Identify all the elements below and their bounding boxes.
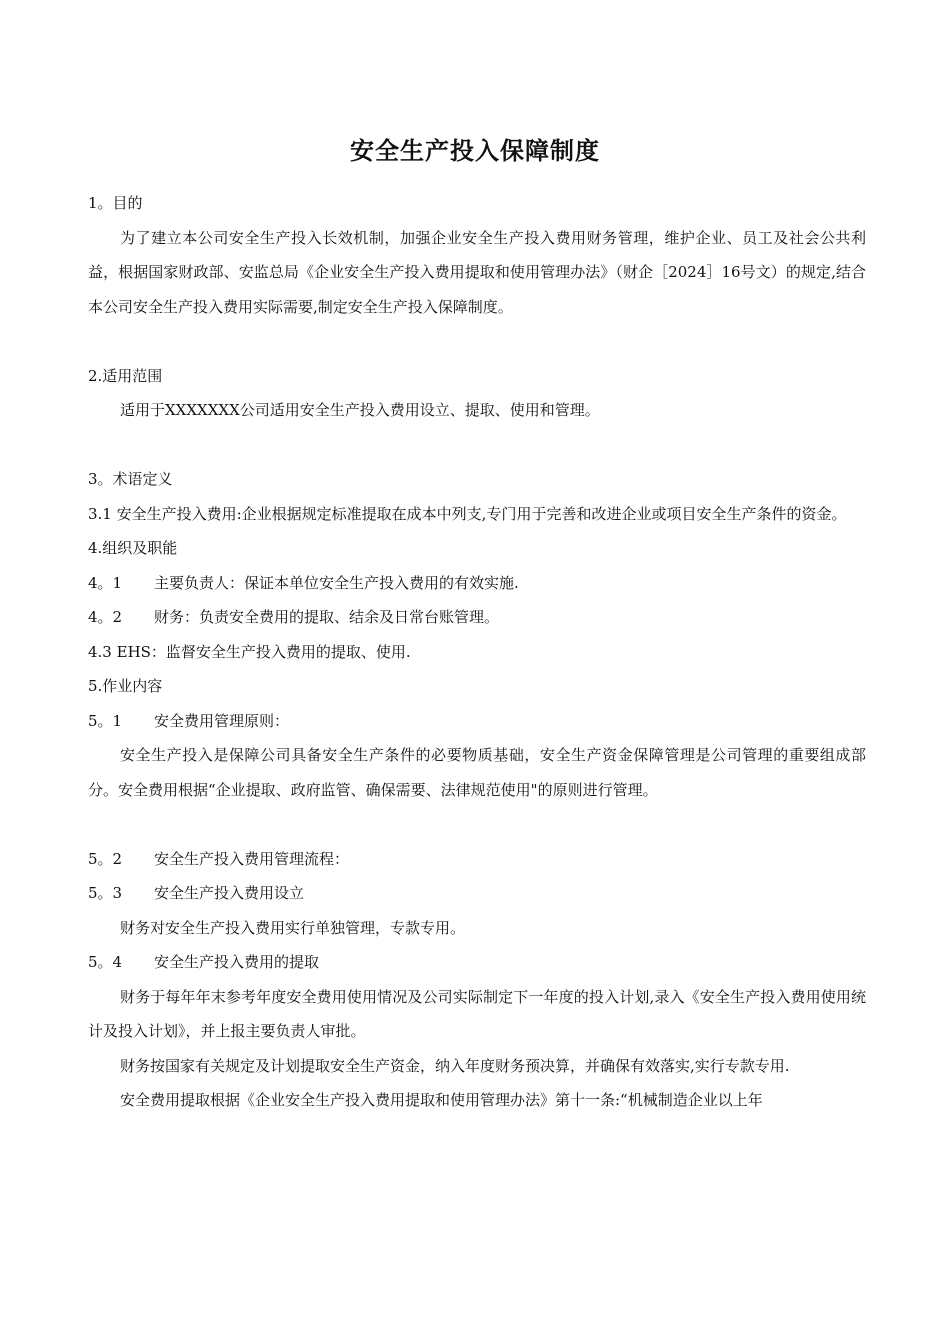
document-title: 安全生产投入保障制度	[350, 137, 600, 165]
section-4-2-item	[88, 600, 866, 635]
section-5-4-paragraph-2: 财务按国家有关规定及计划提取安全生产资金，纳入年度财务预决算，并确保有效落实,实行专款专用.	[120, 1056, 790, 1075]
section-5-heading: 5.作业内容	[88, 677, 163, 695]
section-5-3-paragraph: 财务对安全生产投入费用实行单独管理，专款专用。	[120, 918, 466, 937]
document-body	[88, 186, 866, 1118]
section-2-paragraph: 适用于XXXXXXX公司适用安全生产投入费用设立、提取、使用和管理。	[120, 401, 600, 419]
section-5-2-item	[88, 842, 866, 877]
section-5-4-item	[88, 945, 866, 980]
spacer	[88, 428, 866, 463]
section-4-2-number: 4。2	[88, 608, 123, 626]
section-5-3-text: 安全生产投入费用设立	[154, 884, 305, 902]
section-4-2-text: 财务：负责安全费用的提取、结余及日常台账管理。	[154, 608, 500, 626]
section-5-2-text: 安全生产投入费用管理流程：	[154, 849, 350, 868]
section-5-3-number: 5。3	[88, 884, 123, 902]
section-3-1-paragraph: 3.1 安全生产投入费用:企业根据规定标准提取在成本中列支,专门用于完善和改进企业或项目安全生产条件的资金。	[88, 504, 847, 523]
section-4-1-number: 4。1	[88, 573, 123, 592]
section-5-1-number: 5。1	[88, 711, 123, 730]
section-5-3-item	[88, 876, 866, 911]
section-5-4-paragraph-3: 安全费用提取根据《企业安全生产投入费用提取和使用管理办法》第十一条:“机械制造企业以上年	[120, 1091, 763, 1109]
section-4-3-item: 4.3 EHS：监督安全生产投入费用的提取、使用.	[88, 642, 411, 661]
section-3-heading: 3。术语定义	[88, 470, 173, 488]
section-5-1-paragraph: 安全生产投入是保障公司具备安全生产条件的必要物质基础，安全生产资金保障管理是公司管理的重要组成部分。安全费用根据“企业提取、政府监管、确保需要、法律规范使用"的原则进行管理。	[88, 746, 866, 799]
section-5-1-text: 安全费用管理原则：	[154, 711, 290, 730]
section-1-heading: 1。目的	[88, 194, 143, 212]
section-1-paragraph: 为了建立本公司安全生产投入长效机制，加强企业安全生产投入费用财务管理，维护企业、员工及社会公共利益，根据国家财政部、安监总局《企业安全生产投入费用提取和使用管理办法》（财企［2024］16号文）的规定,结合本公司安全生产投入费用实际需要,制定安全生产投入保障制度。	[88, 228, 866, 316]
section-4-1-text: 主要负责人：保证本单位安全生产投入费用的有效实施.	[154, 573, 519, 592]
section-4-heading: 4.组织及职能	[88, 539, 178, 557]
spacer	[88, 807, 866, 842]
section-5-1-item	[88, 704, 866, 739]
section-4-1-item	[88, 566, 866, 601]
spacer	[88, 324, 866, 359]
section-5-4-number: 5。4	[88, 953, 123, 971]
section-5-2-number: 5。2	[88, 849, 123, 868]
section-5-4-text: 安全生产投入费用的提取	[154, 953, 320, 971]
section-2-heading: 2.适用范围	[88, 366, 163, 385]
section-5-4-paragraph-1: 财务于每年年末参考年度安全费用使用情况及公司实际制定下一年度的投入计划,录入《安全生产投入费用使用统计及投入计划》，并上报主要负责人审批。	[88, 987, 866, 1040]
